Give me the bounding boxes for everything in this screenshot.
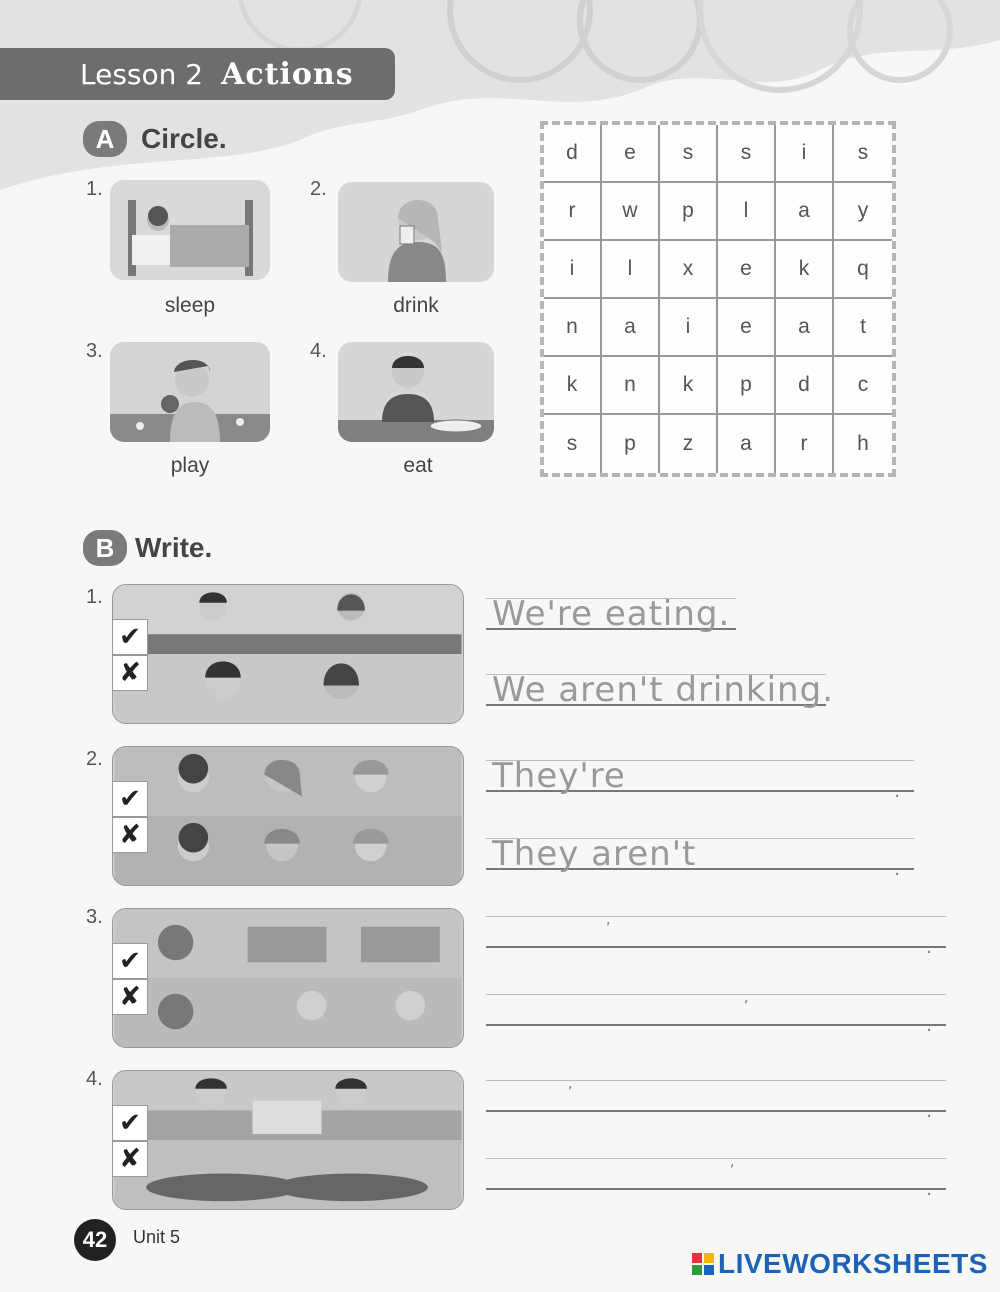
- word-search-cell[interactable]: q: [834, 241, 892, 299]
- writing-line-4a[interactable]: , .: [486, 1068, 946, 1124]
- word-search-cell[interactable]: t: [834, 299, 892, 357]
- eat-picture: [338, 342, 494, 442]
- word-search-grid[interactable]: [540, 121, 896, 477]
- writing-line-1b[interactable]: [486, 662, 834, 718]
- caption-eat: eat: [403, 454, 433, 477]
- word-search-cell[interactable]: x: [660, 241, 718, 299]
- lesson-label: Lesson 2: [80, 57, 204, 91]
- word-search-cell[interactable]: c: [834, 357, 892, 415]
- item-number: 2.: [310, 178, 327, 200]
- logo-square: [704, 1253, 714, 1263]
- word-search-cell[interactable]: l: [602, 241, 660, 299]
- word-search-cell[interactable]: r: [544, 183, 602, 241]
- word-search-cell[interactable]: s: [544, 415, 602, 473]
- cross-mark: ✘: [112, 655, 148, 691]
- word-search-cell[interactable]: k: [544, 357, 602, 415]
- lesson-banner: [0, 48, 395, 100]
- word-search-cell[interactable]: i: [660, 299, 718, 357]
- word-search-cell[interactable]: k: [776, 241, 834, 299]
- brand-name: LIVEWORKSHEETS: [718, 1248, 988, 1279]
- sentence-text: We aren't drinking.: [492, 670, 834, 710]
- picture-strip-3: [112, 908, 464, 1048]
- sentence-text: They're: [492, 756, 626, 796]
- cross-mark: ✘: [112, 817, 148, 853]
- item-number: 4.: [86, 1068, 103, 1090]
- check-mark: ✔: [112, 619, 148, 655]
- liveworksheets-logo-icon: [692, 1253, 714, 1275]
- caption-play: play: [170, 454, 210, 477]
- lesson-title: Actions: [221, 56, 354, 92]
- word-search-cell[interactable]: d: [544, 125, 602, 183]
- word-search-cell[interactable]: z: [660, 415, 718, 473]
- writing-line-2a[interactable]: They're .: [486, 748, 914, 804]
- word-search-cell[interactable]: e: [718, 241, 776, 299]
- writing-line-3b[interactable]: , .: [486, 982, 946, 1038]
- word-search-cell[interactable]: s: [660, 125, 718, 183]
- section-a-title: Circle.: [141, 123, 227, 154]
- section-a-header: [83, 121, 227, 157]
- writing-line-2b[interactable]: They aren't .: [486, 826, 914, 882]
- word-search-cell[interactable]: k: [660, 357, 718, 415]
- word-search-cell[interactable]: a: [776, 183, 834, 241]
- word-search-cell[interactable]: i: [544, 241, 602, 299]
- section-b-badge: B: [83, 530, 127, 566]
- picture-strip-4: [112, 1070, 464, 1210]
- liveworksheets-brand[interactable]: [692, 1248, 988, 1280]
- page-number: 42: [74, 1219, 116, 1261]
- writing-line-3a[interactable]: , .: [486, 904, 946, 960]
- cross-mark: ✘: [112, 979, 148, 1015]
- sentence-text: We're eating.: [492, 594, 731, 634]
- word-search-cell[interactable]: w: [602, 183, 660, 241]
- word-search-cell[interactable]: n: [602, 357, 660, 415]
- check-mark: ✔: [112, 781, 148, 817]
- word-search-cell[interactable]: e: [718, 299, 776, 357]
- sleep-picture: [110, 180, 270, 280]
- picture-strip-1: [112, 584, 464, 724]
- caption-sleep: sleep: [164, 294, 216, 317]
- word-search-cell[interactable]: a: [602, 299, 660, 357]
- word-search-cell[interactable]: h: [857, 432, 869, 455]
- item-number: 3.: [86, 340, 103, 362]
- logo-square: [692, 1253, 702, 1263]
- item-number: 1.: [86, 586, 103, 608]
- word-search-cell[interactable]: e: [602, 125, 660, 183]
- word-search-cell[interactable]: a: [718, 415, 776, 473]
- section-a-badge: A: [83, 121, 127, 157]
- word-search-cell[interactable]: l: [718, 183, 776, 241]
- picture-strip-2: [112, 746, 464, 886]
- word-search-cell[interactable]: y: [834, 183, 892, 241]
- word-search-cell[interactable]: i: [776, 125, 834, 183]
- check-mark: ✔: [112, 943, 148, 979]
- check-mark: ✔: [112, 1105, 148, 1141]
- logo-square: [692, 1265, 702, 1275]
- item-number: 2.: [86, 748, 103, 770]
- word-search-cell[interactable]: p: [660, 183, 718, 241]
- word-search-cell[interactable]: r: [776, 415, 834, 473]
- sentence-text: They aren't: [492, 834, 697, 874]
- unit-label: Unit 5: [133, 1227, 181, 1247]
- section-b-title: Write.: [135, 532, 213, 563]
- logo-square: [704, 1265, 714, 1275]
- item-number: 1.: [86, 178, 103, 200]
- word-search-cell[interactable]: p: [718, 357, 776, 415]
- word-search-cell[interactable]: p: [602, 415, 660, 473]
- caption-drink: drink: [393, 294, 439, 317]
- section-b-header: [83, 530, 212, 566]
- drink-picture: [338, 182, 494, 282]
- play-picture: [110, 342, 270, 442]
- word-search-cell[interactable]: a: [776, 299, 834, 357]
- cross-mark: ✘: [112, 1141, 148, 1177]
- writing-line-4b[interactable]: , .: [486, 1146, 946, 1202]
- item-number: 4.: [310, 340, 327, 362]
- word-search-cell[interactable]: s: [718, 125, 776, 183]
- writing-line-1a[interactable]: [486, 586, 736, 642]
- item-number: 3.: [86, 906, 103, 928]
- word-search-cell[interactable]: d: [776, 357, 834, 415]
- word-search-cell[interactable]: s: [834, 125, 892, 183]
- word-search-cell[interactable]: n: [544, 299, 602, 357]
